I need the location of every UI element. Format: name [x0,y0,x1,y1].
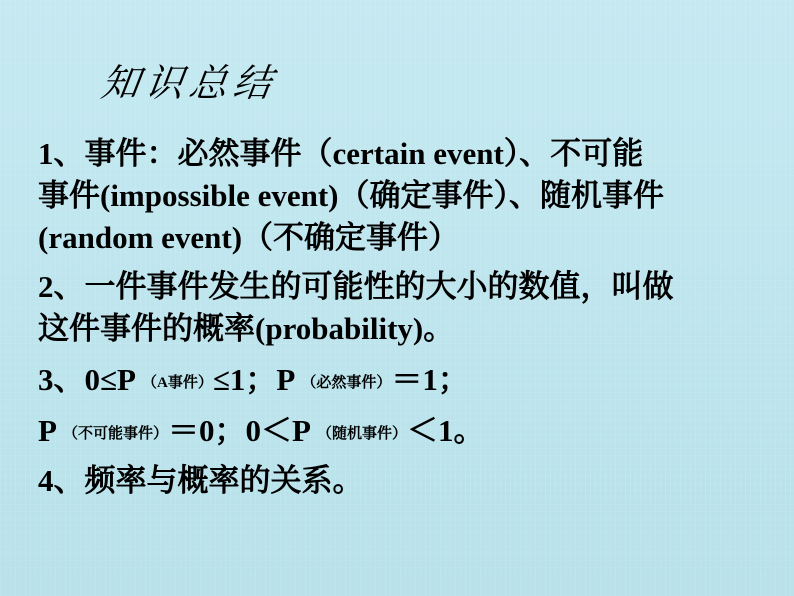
item-2-line-2: 这件事件的概率(probability)。 [38,311,455,346]
item-4-line-1: 4、频率与概率的关系。 [38,463,364,498]
item-1-line-3: (random event)（不确定事件） [38,220,460,255]
formula-text: 3、0≤P [38,362,142,397]
formula-subscript: （不可能事件） [62,425,168,442]
formula-text: ＝0；0＜P [168,413,317,448]
item-1-line-2: 事件(impossible event)（确定事件）、随机事件 [38,178,665,213]
formula-subscript: （A事件） [142,374,213,391]
formula-subscript: （必然事件） [301,374,392,391]
formula-text: ≤1；P [212,362,302,397]
slide-title: 知识总结 [98,61,281,105]
item-3-line-1 [38,359,469,404]
formula-text: ＝1； [391,362,469,397]
item-3-line-2 [38,410,485,455]
formula-subscript: （随机事件） [316,425,407,442]
formula-text: P [38,413,63,448]
item-2-line-1: 2、一件事件发生的可能性的大小的数值，叫做 [38,269,674,304]
formula-text: ＜1。 [407,413,485,448]
item-1-line-1: 1、事件：必然事件（certain event）、不可能 [38,136,644,171]
